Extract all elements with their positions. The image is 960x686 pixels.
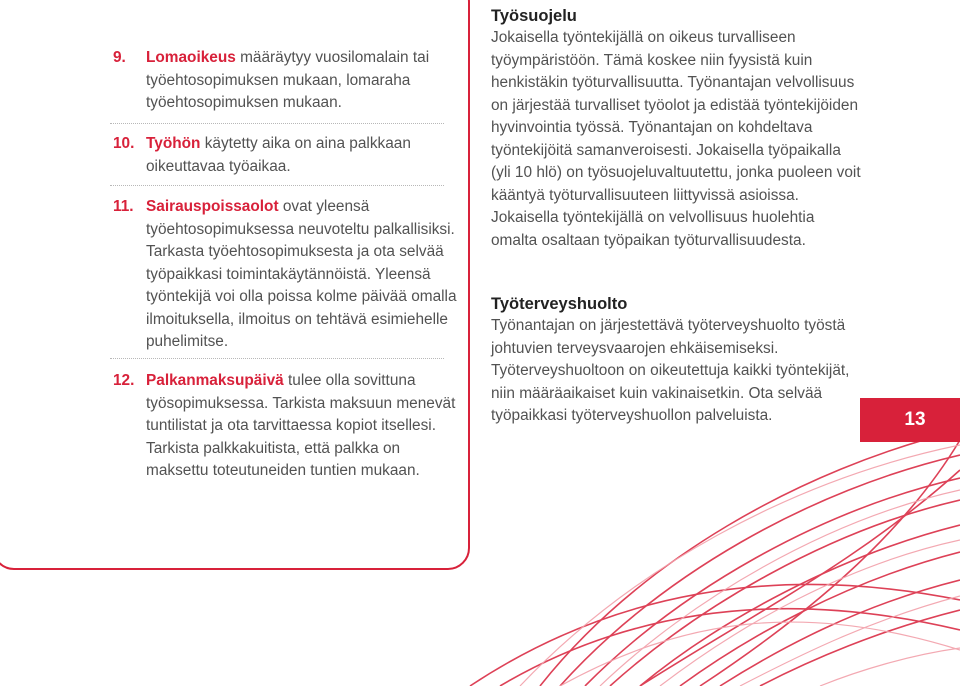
list-item-9 [113, 47, 458, 115]
item-number: 11. [113, 198, 134, 215]
item-text: käytetty aika on aina palkkaan oikeuttavaa työaikaa. [146, 135, 411, 175]
list-item-12 [113, 370, 458, 483]
item-text: ovat yleensä työehtosopimuksessa neuvoteltu palkallisiksi. Tarkasta työehtosopimuksesta ja ota selvää työpaikkasi toimintakäytännöistä. Yleensä työntekijä voi olla poissa kolme päivää omalla ilmoituksella, ilmoitus on tehtävä esimiehelle puhelimitse. [146, 198, 457, 350]
item-text: tulee olla sovittuna työsopimuksessa. Tarkista maksuun menevät tuntilistat ja ota tarvittaessa kopiot itsellesi. Tarkista palkkakuitista, että palkka on maksettu toteutuneiden tuntien mukaan. [146, 372, 456, 479]
section-body: Työnantajan on järjestettävä työterveyshuolto työstä johtuvien terveysvaarojen ehkäisemiseksi. Työterveyshuoltoon on oikeutettuja kaikki työntekijät, niin määräaikaiset kuin vakinaisetkin. Ota selvää työpaikkasi työterveyshuollon palveluista. [491, 317, 850, 424]
list-item-10 [113, 133, 458, 178]
page-number-tab [860, 398, 960, 442]
item-number: 10. [113, 135, 135, 152]
item-term: Työhön [146, 135, 201, 152]
dotted-divider [110, 358, 444, 359]
section-body: Jokaisella työntekijällä on oikeus turvalliseen työympäristöön. Tämä koskee niin fyysistä kuin henkistäkin työturvallisuutta. Työnantajan velvollisuus on järjestää turvalliset työolot ja edistää työntekijöiden hyvinvointia työssä. Työnantajan on kohdeltava työntekijöitä samanveroisesti. Jokaisella työpaikalla (yli 10 hlö) on työsuojeluvaltuutettu, jonka puoleen voit kääntyä työturvallisuuteen liittyvissä asioissa. Jokaisella työntekijällä on velvollisuus huolehtia omalta osaltaan työpaikan työturvallisuudesta. [491, 29, 861, 249]
page-number: 13 [904, 409, 926, 430]
list-item-11 [113, 196, 458, 354]
section-tyosuojelu [491, 5, 861, 252]
section-tyoterveyshuolto [491, 293, 861, 428]
dotted-divider [110, 123, 444, 124]
item-term: Palkanmaksupäivä [146, 372, 284, 389]
section-heading: Työsuojelu [491, 7, 577, 25]
item-term: Lomaoikeus [146, 49, 236, 66]
item-text: määräytyy vuosilomalain tai työehtosopimuksen mukaan, lomaraha työehtosopimuksen mukaan. [146, 49, 430, 111]
item-number: 12. [113, 372, 135, 389]
item-number: 9. [113, 49, 126, 66]
dotted-divider [110, 185, 444, 186]
item-term: Sairauspoissaolot [146, 198, 279, 215]
section-heading: Työterveyshuolto [491, 295, 628, 313]
